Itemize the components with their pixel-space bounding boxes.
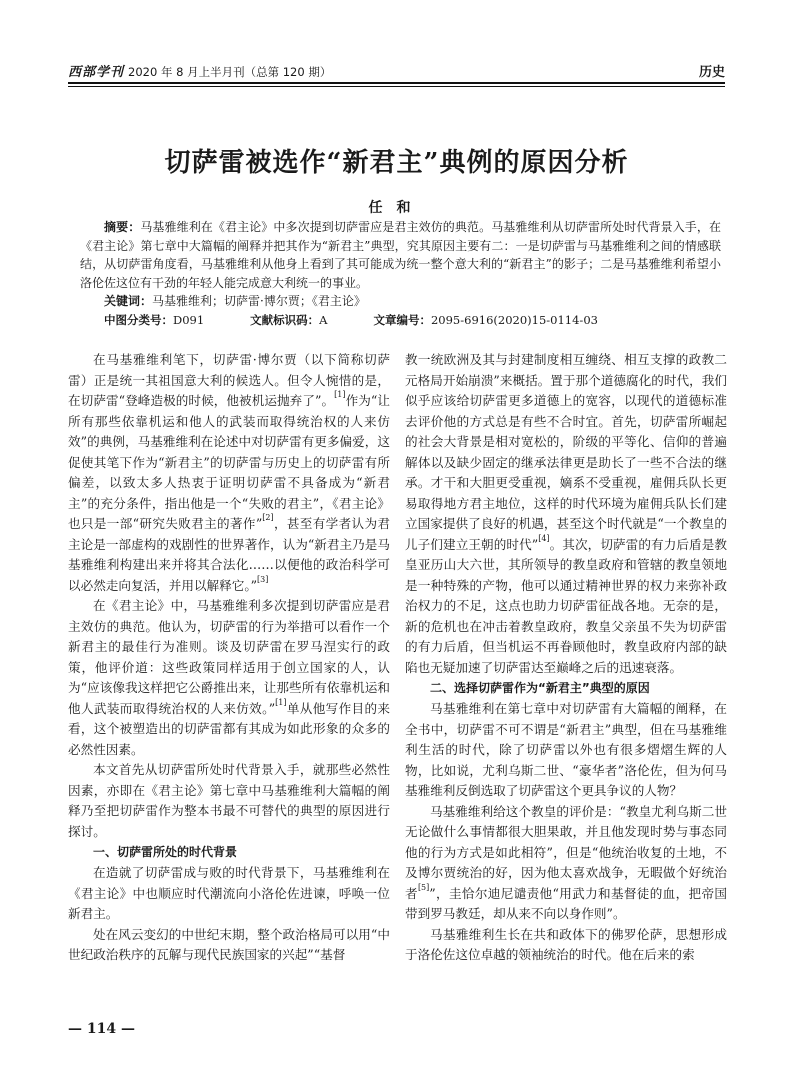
clc-value: D091 — [173, 312, 205, 327]
text-run: 在《君主论》中，马基雅维利多次提到切萨雷应是君主效仿的典范。他认为，切萨雷的行为举措可以看作一个新君主的最佳行为准则。谈及切萨雷在罗马涅实行的政策，他评价道：这些政策同样适用于创立国家的人，认为“应该像我这样把它公爵推出来，让那些所有依靠机运和他人武装而取得统治权的人来仿效。” — [68, 598, 390, 716]
keywords-text: 马基雅维利；切萨雷·博尔贾；《君主论》 — [152, 294, 366, 308]
citation-ref: [1] — [275, 697, 287, 707]
paragraph — [405, 350, 727, 678]
paragraph: 处在风云变幻的中世纪末期，整个政治格局可以用“中世纪政治秩序的瓦解与现代民族国家的兴起”“基督 — [68, 926, 390, 962]
abstract-paragraph — [80, 218, 721, 292]
doc-code-label: 文献标识码： — [250, 312, 320, 327]
abstract-label: 摘要： — [104, 220, 141, 234]
paragraph: 马基雅维利生长在共和政体下的佛罗伦萨，思想形成于洛伦佐这位卓越的领袖统治的时代。他在后来的索 — [405, 926, 727, 962]
abstract-block — [80, 218, 721, 329]
text-run: ，甚至有学者认为君主论是一部虚构的戏剧性的世界著作，认为“新君主乃是马基雅维利构建出来并将其合法化……以便他的政治科学可以必然走向复活，并用以解释它。” — [68, 516, 390, 593]
page-number: — 114 — — [68, 1021, 135, 1037]
article-no-value: 2095-6916(2020)15-0114-03 — [430, 312, 598, 327]
journal-logo: 西部学刊 — [68, 65, 125, 80]
text-run: 作为“让所有那些依靠机运和他人的武装而取得统治权的人来仿效”的典例，马基雅维利在论述中对切萨雷有更多偏爱，这促使其笔下作为“新君主”的切萨雷与历史上的切萨雷有所偏差，以致太多人热衷于证明切萨雷不具备成为“新君主”的充分条件，指出他是一个“失败的君主”，《君主论》也只是一部“研究失败君主的著作” — [68, 393, 390, 531]
header-rule-thin — [68, 86, 725, 87]
text-run: 单从他写作目的来看，这个被塑造出的切萨雷都有其成为如此形象的众多的必然性因素。 — [68, 700, 391, 757]
doc-code-value: A — [319, 312, 328, 327]
text-run: 教一统欧洲及其与封建制度相互缠绕、相互支撑的政教二元格局开始崩溃”来概括。置于那个道德腐化的时代，我们似乎应该给切萨雷更多道德上的宽容，以现代的道德标准去评价他的方式总是有些不合时宜。首先，切萨雷所崛起的社会大背景是相对宽松的，阶级的平等化、信仰的普遍解体以及缺少固定的继承法律更是助长了一些不合法的继承。才干和大胆更受重视，嫡系不受重视，雇佣兵队长更易取得地方君主地位，这样的时代环境为雇佣兵队长们建立国家提供了良好的机遇，甚至这个时代就是“一个教皇的儿子们建立王朝的时代” — [405, 352, 727, 552]
citation-ref: [1] — [334, 390, 346, 399]
text-run: 马基雅维利给这个教皇的评价是：“教皇尤利乌斯二世无论做什么事情都很大胆果敢，并且他发现时势与事态同他的行为方式是如此相符”，但是“他统治收复的土地，不及博尔贾统治的好，因为他太喜欢战争，无暇做个好统治者 — [405, 803, 727, 901]
article-no-label: 文章编号： — [373, 312, 431, 327]
clc-label: 中图分类号： — [104, 312, 173, 327]
paragraph — [68, 596, 390, 760]
clc-item — [104, 311, 204, 330]
citation-ref: [2] — [262, 513, 274, 522]
article-title: 切萨雷被选作“新君主”典例的原因分析 — [164, 148, 629, 178]
keywords-label: 关键词： — [104, 294, 153, 308]
citation-ref: [3] — [257, 574, 269, 584]
text-run: 在马基雅维利笔下，切萨雷·博尔贾（以下简称切萨雷）正是统一其祖国意大利的候选人。但令人惋惜的是，在切萨雷“登峰造极的时候，他被机运抛弃了”。 — [68, 352, 390, 408]
paragraph — [405, 802, 727, 925]
article-no-item — [373, 311, 597, 330]
keywords-line — [80, 292, 721, 311]
citation-ref: [4] — [538, 533, 550, 543]
classification-line — [80, 311, 721, 330]
text-run: ”，圭恰尔迪尼谴责他“用武力和基督徒的血，把帝国带到罗马教廷，却从来不向以身作则”。 — [405, 885, 727, 921]
right-column — [405, 350, 727, 966]
paragraph: 在造就了切萨雷成与败的时代背景下，马基雅维利在《君主论》中也顺应时代潮流向小洛伦佐进谏，呼唤一位新君主。 — [68, 865, 390, 921]
section-heading: 一、切萨雷所处的时代背景 — [93, 845, 238, 859]
paragraph — [68, 350, 390, 596]
section-label: 历史 — [698, 65, 725, 80]
paragraph: 马基雅维利在第七章中对切萨雷有大篇幅的阐释，在全书中，切萨雷不可不谓是“新君主”典型，但在马基雅维利生活的时代，除了切萨雷以外也有很多熠熠生辉的人物，比如说，尤利乌斯二世、“豪华者”洛伦佐，但为何马基雅维利反倒选取了切萨雷这个更具争议的人物？ — [405, 701, 727, 798]
issue-info: 2020 年 8 月上半月刊（总第 120 期） — [128, 65, 332, 79]
header-rule-thick — [68, 82, 725, 84]
citation-ref: [5] — [417, 882, 430, 892]
left-column — [68, 350, 390, 966]
section-heading: 二、选择切萨雷作为“新君主”典型的原因 — [430, 681, 650, 695]
abstract-text: 马基雅维利在《君主论》中多次提到切萨雷应是君主效仿的典范。马基雅维利从切萨雷所处时代背景入手，在《君主论》第七章中大篇幅的阐释并把其作为“新君主”典型，究其原因主要有二：一是切萨雷与马基雅维利之间的情感联结，从切萨雷角度看，马基雅维利从他身上看到了其可能成为统一整个意大利的“新君主”的影子；二是马基雅维利希望小洛伦佐这位有干劲的年轻人能完成意大利统一的事业。 — [80, 220, 721, 290]
header-journal — [68, 61, 331, 80]
running-header — [68, 58, 725, 80]
author-name: 任和 — [368, 200, 425, 216]
text-run: 。其次，切萨雷的有力后盾是教皇亚历山大六世，其所领导的教皇政府和管辖的教皇领地是一种特殊的产物，他可以通过精神世界的权力来弥补政治权力的不足，这点也助力切萨雷征战各地。无奈的是，新的危机也在冲击着教皇政府，教皇父亲虽不失为切萨雷的有力后盾，但当机运不再眷顾他时，教皇政府内部的缺陷也无疑加速了切萨雷达至巅峰之后的迅速衰落。 — [405, 536, 727, 675]
paragraph: 本文首先从切萨雷所处时代背景入手，就那些必然性因素，亦即在《君主论》第七章中马基雅维利大篇幅的阐释乃至把切萨雷作为整本书最不可替代的典型的原因进行探讨。 — [68, 762, 390, 839]
doc-code-item — [250, 311, 327, 330]
